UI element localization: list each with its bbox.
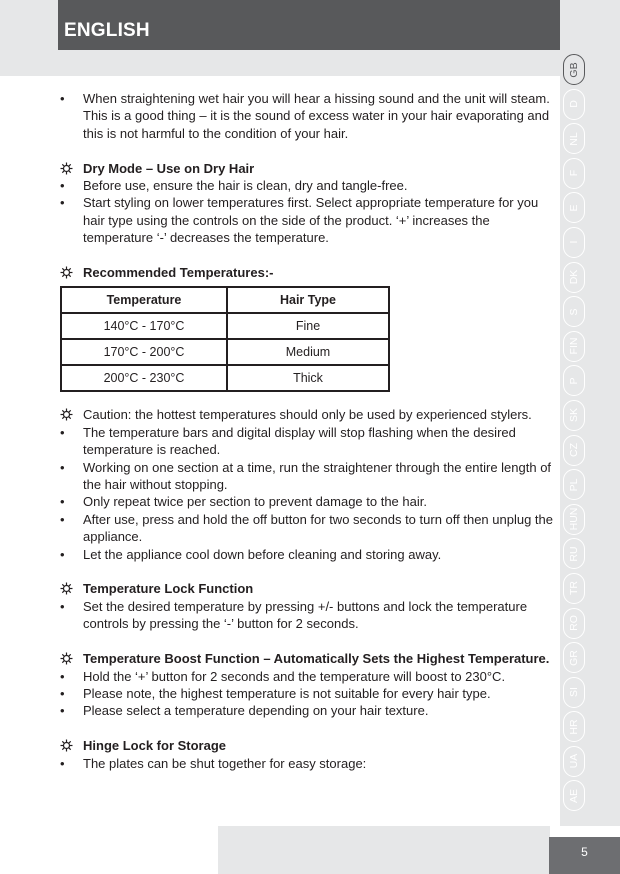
caution-text: Caution: the hottest temperatures should only be used by experienced stylers. bbox=[83, 407, 532, 423]
table-cell: Fine bbox=[227, 313, 389, 339]
language-tab-gb[interactable] bbox=[563, 54, 585, 85]
bullet-item: • Hold the ‘+’ button for 2 seconds and the temperature will boost to 230°C. bbox=[60, 668, 555, 685]
language-tab-label: I bbox=[568, 241, 580, 244]
bullet-item: • When straightening wet hair you will hear a hissing sound and the unit will steam. This is a good thing – it is the sound of excess water in your hair evaporating and this is not harmful to the condition of your hair. bbox=[60, 90, 555, 142]
sun-icon bbox=[60, 160, 73, 177]
language-tab-p[interactable] bbox=[563, 365, 585, 396]
language-tab-label: GB bbox=[568, 61, 580, 78]
language-tab-label: SK bbox=[568, 408, 580, 423]
table-row bbox=[61, 339, 389, 365]
language-tab-label: S bbox=[568, 308, 580, 316]
bullet-item: • Only repeat twice per section to prevent damage to the hair. bbox=[60, 493, 555, 510]
language-tab-label: D bbox=[568, 100, 580, 108]
table-cell: Thick bbox=[227, 365, 389, 391]
language-tab-cz[interactable] bbox=[563, 435, 585, 466]
bullet-item: • Set the desired temperature by pressing +/- buttons and lock the temperature controls by pressing the ‘-’ button for 2 seconds. bbox=[60, 598, 555, 633]
language-tab-gr[interactable] bbox=[563, 642, 585, 673]
language-tab-dk[interactable] bbox=[563, 262, 585, 293]
table-cell: 200°C - 230°C bbox=[61, 365, 227, 391]
language-tab-s[interactable] bbox=[563, 296, 585, 327]
language-tab-label: DK bbox=[568, 269, 580, 285]
language-tab-hr[interactable] bbox=[563, 711, 585, 742]
bullet-item: • Before use, ensure the hair is clean, dry and tangle-free. bbox=[60, 177, 555, 194]
language-tab-tr[interactable] bbox=[563, 573, 585, 604]
section-heading-temperature-lock bbox=[60, 580, 555, 597]
table-cell: 140°C - 170°C bbox=[61, 313, 227, 339]
language-tab-f[interactable] bbox=[563, 158, 585, 189]
section-heading-temperature-boost bbox=[60, 650, 555, 667]
language-tab-label: F bbox=[568, 170, 580, 177]
language-tabs bbox=[563, 54, 589, 815]
table-header-row bbox=[61, 287, 389, 313]
bullet-item: • The temperature bars and digital display will stop flashing when the desired temperature is reached. bbox=[60, 424, 555, 459]
bullet-item: • Please note, the highest temperature is not suitable for every hair type. bbox=[60, 685, 555, 702]
language-tab-label: TR bbox=[568, 581, 580, 596]
language-tab-label: HR bbox=[568, 719, 580, 735]
sun-icon bbox=[60, 580, 73, 597]
caution-note bbox=[60, 406, 555, 423]
language-tab-si[interactable] bbox=[563, 677, 585, 708]
language-tab-label: NL bbox=[568, 131, 580, 146]
heading-text: Temperature Boost Function – Automatically Sets the Highest Temperature. bbox=[83, 651, 550, 667]
section-heading-hinge-lock bbox=[60, 737, 555, 754]
column-header-hair-type: Hair Type bbox=[227, 287, 389, 313]
language-tab-ae[interactable] bbox=[563, 780, 585, 811]
section-heading-recommended-temperatures bbox=[60, 264, 555, 281]
language-tab-label: FIN bbox=[568, 337, 580, 355]
heading-text: Dry Mode – Use on Dry Hair bbox=[83, 160, 255, 176]
language-tab-label: GR bbox=[568, 649, 580, 666]
language-tab-hun[interactable] bbox=[563, 504, 585, 535]
bullet-item: • Let the appliance cool down before cleaning and storing away. bbox=[60, 546, 555, 563]
language-tab-e[interactable] bbox=[563, 192, 585, 223]
language-tab-d[interactable] bbox=[563, 89, 585, 120]
sun-icon bbox=[60, 737, 73, 754]
language-tab-label: CZ bbox=[568, 443, 580, 458]
bullet-item: • After use, press and hold the off button for two seconds to turn off then unplug the appliance. bbox=[60, 511, 555, 546]
table-cell: 170°C - 200°C bbox=[61, 339, 227, 365]
heading-text: Hinge Lock for Storage bbox=[83, 738, 227, 754]
language-tab-label: E bbox=[568, 204, 580, 212]
footer-gray-block bbox=[218, 826, 550, 874]
bullet-item: • The plates can be shut together for easy storage: bbox=[60, 755, 555, 772]
language-tab-label: RO bbox=[568, 615, 580, 631]
language-tab-i[interactable] bbox=[563, 227, 585, 258]
language-tab-ro[interactable] bbox=[563, 608, 585, 639]
language-tab-pl[interactable] bbox=[563, 469, 585, 500]
language-tab-sk[interactable] bbox=[563, 400, 585, 431]
language-tab-label: AE bbox=[568, 788, 580, 803]
table-row bbox=[61, 365, 389, 391]
table-cell: Medium bbox=[227, 339, 389, 365]
temperature-table bbox=[60, 286, 390, 392]
column-header-temperature: Temperature bbox=[61, 287, 227, 313]
language-tab-label: HUN bbox=[568, 507, 580, 531]
bullet-item: • Please select a temperature depending on your hair texture. bbox=[60, 702, 555, 719]
sun-icon bbox=[60, 406, 73, 423]
sun-icon bbox=[60, 650, 73, 667]
page-content bbox=[60, 90, 555, 772]
heading-text: Recommended Temperatures:- bbox=[83, 265, 274, 281]
language-tab-label: P bbox=[568, 377, 580, 385]
language-tab-label: PL bbox=[568, 478, 580, 492]
language-tab-label: SI bbox=[568, 687, 580, 698]
bullet-item: • Start styling on lower temperatures first. Select appropriate temperature for you hair type using the controls on the side of the product. ‘+’ increases the temperature ‘-’ decreases the temperature. bbox=[60, 194, 555, 246]
language-tab-nl[interactable] bbox=[563, 123, 585, 154]
heading-text: Temperature Lock Function bbox=[83, 581, 254, 597]
language-tab-label: UA bbox=[568, 754, 580, 769]
bullet-item: • Working on one section at a time, run the straightener through the entire length of the hair without stopping. bbox=[60, 459, 555, 494]
section-heading-dry-mode bbox=[60, 160, 555, 177]
page-number: 5 bbox=[581, 845, 588, 859]
page-number-box bbox=[549, 837, 620, 874]
page-title: ENGLISH bbox=[64, 20, 150, 41]
language-tab-ua[interactable] bbox=[563, 746, 585, 777]
sun-icon bbox=[60, 264, 73, 281]
language-tab-fin[interactable] bbox=[563, 331, 585, 362]
language-tab-ru[interactable] bbox=[563, 538, 585, 569]
language-tab-label: RU bbox=[568, 546, 580, 562]
table-row bbox=[61, 313, 389, 339]
